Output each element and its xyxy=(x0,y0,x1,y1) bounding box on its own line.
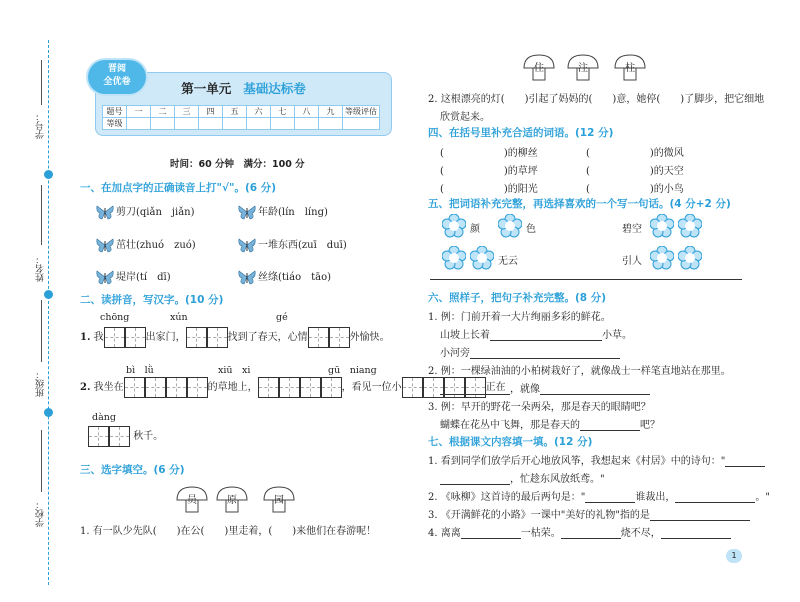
char-box[interactable] xyxy=(104,327,125,348)
char-box[interactable] xyxy=(88,426,109,447)
char-box[interactable] xyxy=(329,327,350,348)
s5-word: 碧空 xyxy=(622,224,642,235)
score-header-cell: 一 xyxy=(127,106,151,118)
char-box[interactable] xyxy=(308,327,329,348)
s6-l6: 3. 例：早开的野花一朵两朵，那是春天的眼睛吧？ xyxy=(428,402,651,413)
number-line xyxy=(41,60,42,105)
pinyin: gū niang xyxy=(328,365,377,376)
score-cell[interactable] xyxy=(151,118,175,130)
s6-l3: 小河旁 xyxy=(440,344,620,359)
score-cell[interactable] xyxy=(295,118,319,130)
char-box[interactable] xyxy=(124,377,145,398)
pinyin: bì lǜ xyxy=(126,365,154,376)
s3-q2b: 欣赏起来。 xyxy=(440,112,490,123)
char-box[interactable] xyxy=(207,327,228,348)
s1-item[interactable]: 一堆东西(zuī duī) xyxy=(238,236,347,253)
s4-item[interactable]: ( )的小鸟 xyxy=(586,184,684,195)
exam-info: 时间：60 分钟 满分：100 分 xyxy=(170,159,305,170)
flower-blank[interactable] xyxy=(442,214,466,238)
answer-line xyxy=(430,279,742,280)
s4-item[interactable]: ( )的天空 xyxy=(586,166,684,177)
section-7-title: 七、根据课文内容填一填。(12 分) xyxy=(428,436,593,448)
s6-l7: 蝴蝶在花丛中飞舞，那是春天的 吧？ xyxy=(440,420,660,431)
s5-word: 引人 xyxy=(622,256,642,267)
flower-blank[interactable] xyxy=(470,246,494,270)
school-label: 学校： xyxy=(36,500,46,527)
butterfly-icon xyxy=(238,205,256,220)
char-box[interactable] xyxy=(187,377,208,398)
score-header-cell: 等级评估 xyxy=(343,106,380,118)
section-6-title: 六、照样子，把句子补充完整。(8 分) xyxy=(428,292,607,304)
cut-line xyxy=(48,40,50,585)
pinyin: xún xyxy=(170,312,188,323)
brand-logo: 晋阅 全优卷 xyxy=(88,60,146,94)
binding-dot xyxy=(44,290,53,299)
char-box[interactable] xyxy=(186,327,207,348)
s1-item[interactable]: 堤岸(tí dī) xyxy=(96,268,171,285)
section-1-title: 一、在加点字的正确读音上打"√"。(6 分) xyxy=(80,182,277,194)
name-line xyxy=(41,185,42,245)
butterfly-icon xyxy=(96,270,114,285)
s1-item[interactable]: 丝绦(tiáo tāo) xyxy=(238,268,331,285)
s3-q2a: 2. 这根漂亮的灯( )引起了妈妈的( )意，她停( )了脚步，把它细地 xyxy=(428,94,765,105)
score-header-cell: 七 xyxy=(271,106,295,118)
char-box[interactable] xyxy=(145,377,166,398)
pinyin: chōng xyxy=(100,312,130,323)
char-box[interactable] xyxy=(109,426,130,447)
score-table xyxy=(102,105,380,130)
s7-l2: 2. 《咏柳》这首诗的最后两句是：" 谁裁出， 。" xyxy=(428,492,770,503)
section-4-title: 四、在括号里补充合适的词语。(12 分) xyxy=(428,127,614,139)
char-box[interactable] xyxy=(402,377,423,398)
score-header-cell: 三 xyxy=(175,106,199,118)
score-header-cell: 六 xyxy=(247,106,271,118)
score-cell[interactable] xyxy=(223,118,247,130)
char-box[interactable] xyxy=(258,377,279,398)
mushroom-char: 原 xyxy=(215,486,249,514)
s2-line3: 秋千。 xyxy=(88,426,163,447)
s6-l5: ，就像 xyxy=(440,380,650,395)
score-cell[interactable] xyxy=(175,118,199,130)
class-line xyxy=(41,300,42,362)
s4-item[interactable]: ( )的草坪 xyxy=(440,166,538,177)
s6-l2: 山坡上长着 小草。 xyxy=(440,330,632,341)
binding-dot xyxy=(44,170,53,179)
score-header-cell: 八 xyxy=(295,106,319,118)
flower-blank[interactable] xyxy=(650,246,674,270)
s3-q1: 1. 有一队少先队( )在公( )里走着，( )来他们在春游呢！ xyxy=(80,526,377,537)
name-label: 姓名： xyxy=(36,255,46,282)
score-cell[interactable] xyxy=(247,118,271,130)
page-number: 1 xyxy=(726,549,742,563)
mushroom-char: 柱 xyxy=(613,54,647,82)
binding-dot xyxy=(44,408,53,417)
mushroom-char: 员 xyxy=(175,486,209,514)
char-box[interactable] xyxy=(300,377,321,398)
char-box[interactable] xyxy=(125,327,146,348)
s1-item[interactable]: 剪刀(qiǎn jiǎn) xyxy=(96,203,195,220)
char-box[interactable] xyxy=(166,377,187,398)
mushroom-char: 住 xyxy=(522,54,556,82)
flower-blank[interactable] xyxy=(678,246,702,270)
s6-l1: 1. 例：门前开着一大片绚丽多彩的鲜花。 xyxy=(428,312,611,323)
score-cell[interactable] xyxy=(199,118,223,130)
butterfly-icon xyxy=(96,205,114,220)
s5-word: 无云 xyxy=(498,256,518,267)
score-header-cell: 五 xyxy=(223,106,247,118)
s6-l4: 2. 例：一棵绿油油的小柏树栽好了，就像战士一样笔直地站在那里。 xyxy=(428,366,731,377)
pinyin: dàng xyxy=(92,412,116,423)
score-cell[interactable] xyxy=(271,118,295,130)
s5-word: 颜 xyxy=(470,224,480,235)
section-3-title: 三、选字填空。(6 分) xyxy=(80,464,185,476)
score-header-cell: 二 xyxy=(151,106,175,118)
s4-item[interactable]: ( )的微风 xyxy=(586,148,684,159)
flower-blank[interactable] xyxy=(650,214,674,238)
score-header-cell: 题号 xyxy=(103,106,127,118)
s1-item[interactable]: 茁壮(zhuó zuó) xyxy=(96,236,196,253)
s7-l1: 1. 看到同学们放学后开心地放风筝，我想起来《村居》中的诗句：" xyxy=(428,452,765,467)
butterfly-icon xyxy=(238,238,256,253)
pinyin: xiū xi xyxy=(218,365,251,376)
score-header-cell: 四 xyxy=(199,106,223,118)
s7-l4: 4. 离离 一枯荣。 烧不尽， xyxy=(428,524,731,539)
s7-l3: 3. 《开满鲜花的小路》一课中"美好的礼物"指的是 xyxy=(428,506,750,521)
s4-item[interactable]: ( )的柳丝 xyxy=(440,148,538,159)
flower-blank[interactable] xyxy=(498,214,522,238)
s4-item[interactable]: ( )的阳光 xyxy=(440,184,538,195)
s2-line2: 2. 我坐在 的草地上， ，看见一位小 正在 xyxy=(80,377,506,398)
s2-line1: 1. 我 出家门， 找到了春天，心情 外愉快。 xyxy=(80,327,390,348)
number-label: 学号： xyxy=(36,112,46,139)
pinyin: gé xyxy=(276,312,288,323)
s5-word: 色 xyxy=(526,224,536,235)
class-label: 班级： xyxy=(36,370,46,397)
section-2-title: 二、读拼音，写汉字。(10 分) xyxy=(80,294,224,306)
char-box[interactable] xyxy=(279,377,300,398)
school-line xyxy=(41,430,42,492)
s1-item[interactable]: 年龄(lín líng) xyxy=(238,203,328,220)
score-cell[interactable] xyxy=(319,118,343,130)
s7-l1b: ，忙趁东风放纸鸢。" xyxy=(440,470,605,485)
butterfly-icon xyxy=(96,238,114,253)
flower-blank[interactable] xyxy=(442,246,466,270)
score-row-label: 等级 xyxy=(103,118,127,130)
flower-blank[interactable] xyxy=(678,214,702,238)
mushroom-char: 注 xyxy=(566,54,600,82)
score-header-cell: 九 xyxy=(319,106,343,118)
butterfly-icon xyxy=(238,270,256,285)
unit-title: 第一单元 xyxy=(181,81,232,96)
section-5-title: 五、把词语补充完整，再选择喜欢的一个写一句话。(4 分+2 分) xyxy=(428,198,731,210)
score-cell[interactable] xyxy=(127,118,151,130)
unit-subtitle: 基础达标卷 xyxy=(243,81,306,96)
score-cell[interactable] xyxy=(343,118,380,130)
mushroom-char: 园 xyxy=(262,486,296,514)
char-box[interactable] xyxy=(321,377,342,398)
